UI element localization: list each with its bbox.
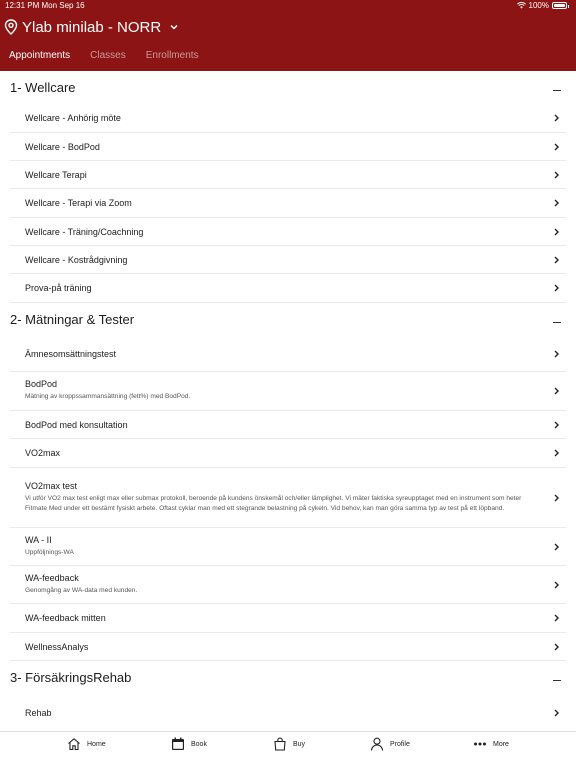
item-label: WA - II: [25, 534, 52, 545]
list-item[interactable]: [10, 274, 566, 303]
nav-label: Home: [87, 740, 106, 748]
list-item[interactable]: [10, 411, 566, 439]
list-item[interactable]: [10, 439, 566, 468]
nav-more[interactable]: [473, 737, 509, 751]
list-item[interactable]: [10, 372, 566, 411]
chevron-right-icon: [553, 350, 560, 358]
list-item[interactable]: [10, 133, 566, 161]
chevron-right-icon: [553, 614, 560, 622]
item-label: Wellcare - BodPod: [25, 141, 100, 152]
nav-buy[interactable]: [273, 737, 305, 751]
nav-label: Book: [191, 740, 207, 748]
chevron-right-icon: [553, 581, 560, 589]
wifi-icon: [517, 2, 526, 9]
list-item[interactable]: [10, 468, 566, 528]
item-label: VO2max test: [25, 480, 78, 491]
chevron-right-icon: [553, 256, 560, 264]
collapse-icon: [553, 322, 561, 324]
chevron-right-icon: [553, 199, 560, 207]
location-pin-icon: [4, 19, 18, 35]
list-item[interactable]: [10, 161, 566, 189]
list-item[interactable]: [10, 694, 566, 731]
chevron-right-icon: [553, 494, 560, 502]
home-icon: [67, 737, 81, 751]
chevron-right-icon: [553, 171, 560, 179]
chevron-right-icon: [553, 387, 560, 395]
location-selector[interactable]: [0, 16, 179, 38]
list-item[interactable]: [10, 104, 566, 133]
location-name: Ylab minilab - NORR: [22, 18, 162, 36]
bottom-nav: [0, 731, 576, 768]
collapse-icon: [553, 680, 561, 682]
item-description: Uppföljnings-WA: [25, 548, 74, 556]
item-description: Genomgång av WA-data med kunden.: [25, 586, 138, 594]
list-item[interactable]: [10, 189, 566, 218]
nav-book[interactable]: [171, 737, 207, 751]
tab-bar: [0, 50, 219, 64]
more-dots-icon: [473, 737, 487, 751]
status-time: 12:31 PM Mon Sep 16: [5, 1, 85, 10]
chevron-right-icon: [553, 543, 560, 551]
status-indicators: [517, 1, 567, 10]
item-label: Wellcare - Träning/Coachning: [25, 226, 144, 237]
bag-icon: [273, 737, 287, 751]
list-item[interactable]: [10, 218, 566, 246]
section-header-forsakringsrehab[interactable]: [0, 661, 576, 694]
item-label: WA-feedback mitten: [25, 613, 106, 623]
list-item[interactable]: [10, 336, 566, 372]
item-label: BodPod med konsultation: [25, 419, 128, 430]
item-label: WA-feedback: [25, 572, 79, 583]
item-description: Vi utför VO2 max test enligt max eller submax protokoll, beroende på kundens önskemål och/eller lämplighet. Vi mäter faktiska syreupptaget med en instrument som heter Fitmate Med under ett bestämt fysiskt arbete. Oftast cyklar man med ett stegrande belastning på cykeln. Vid behov, kan man göra samma typ av test på ett löpband.: [25, 494, 522, 512]
chevron-right-icon: [553, 421, 560, 429]
item-label: VO2max: [25, 448, 61, 458]
battery-icon: [552, 2, 567, 9]
person-icon: [370, 737, 384, 751]
battery-percent: 100%: [528, 1, 549, 10]
appointment-list: [0, 71, 576, 731]
item-label: Rehab: [25, 707, 52, 718]
item-label: Wellcare Terapi: [25, 169, 87, 180]
section-title: 3- FörsäkringsRehab: [10, 670, 132, 685]
item-label: BodPod: [25, 379, 58, 390]
item-label: Ämnesomsättningstest: [25, 348, 117, 359]
tab-appointments[interactable]: Appointments: [9, 50, 71, 61]
nav-label: More: [493, 740, 509, 748]
status-bar: [0, 0, 576, 12]
nav-home[interactable]: [67, 737, 106, 751]
section-title: 2- Mätningar & Tester: [10, 312, 135, 327]
chevron-right-icon: [553, 709, 560, 717]
calendar-icon: [171, 737, 185, 751]
item-description: Mätning av kroppssammansättning (fett%) med BodPod.: [25, 393, 191, 401]
item-label: Wellcare - Terapi via Zoom: [25, 198, 132, 208]
chevron-right-icon: [553, 643, 560, 651]
tab-enrollments[interactable]: Enrollments: [145, 50, 199, 61]
item-label: Prova-på träning: [25, 283, 92, 293]
chevron-right-icon: [553, 143, 560, 151]
collapse-icon: [553, 90, 561, 92]
app-header: [0, 0, 576, 71]
chevron-right-icon: [553, 114, 560, 122]
chevron-right-icon: [553, 449, 560, 457]
list-item[interactable]: [10, 246, 566, 274]
list-item[interactable]: [10, 566, 566, 604]
nav-label: Profile: [390, 740, 410, 748]
list-item[interactable]: [10, 604, 566, 633]
chevron-right-icon: [553, 228, 560, 236]
item-label: Wellcare - Anhörig möte: [25, 113, 121, 123]
section-title: 1- Wellcare: [10, 80, 76, 95]
nav-label: Buy: [293, 740, 306, 748]
chevron-right-icon: [553, 284, 560, 292]
list-item[interactable]: [10, 633, 566, 661]
section-header-matningar[interactable]: [0, 303, 576, 336]
tab-classes[interactable]: Classes: [90, 50, 126, 61]
list-item[interactable]: [10, 528, 566, 566]
section-header-wellcare[interactable]: [0, 71, 576, 104]
chevron-down-icon: [169, 22, 179, 32]
item-label: WellnessAnalys: [25, 641, 89, 652]
nav-profile[interactable]: [370, 737, 410, 751]
item-label: Wellcare - Kostrådgivning: [25, 254, 128, 265]
